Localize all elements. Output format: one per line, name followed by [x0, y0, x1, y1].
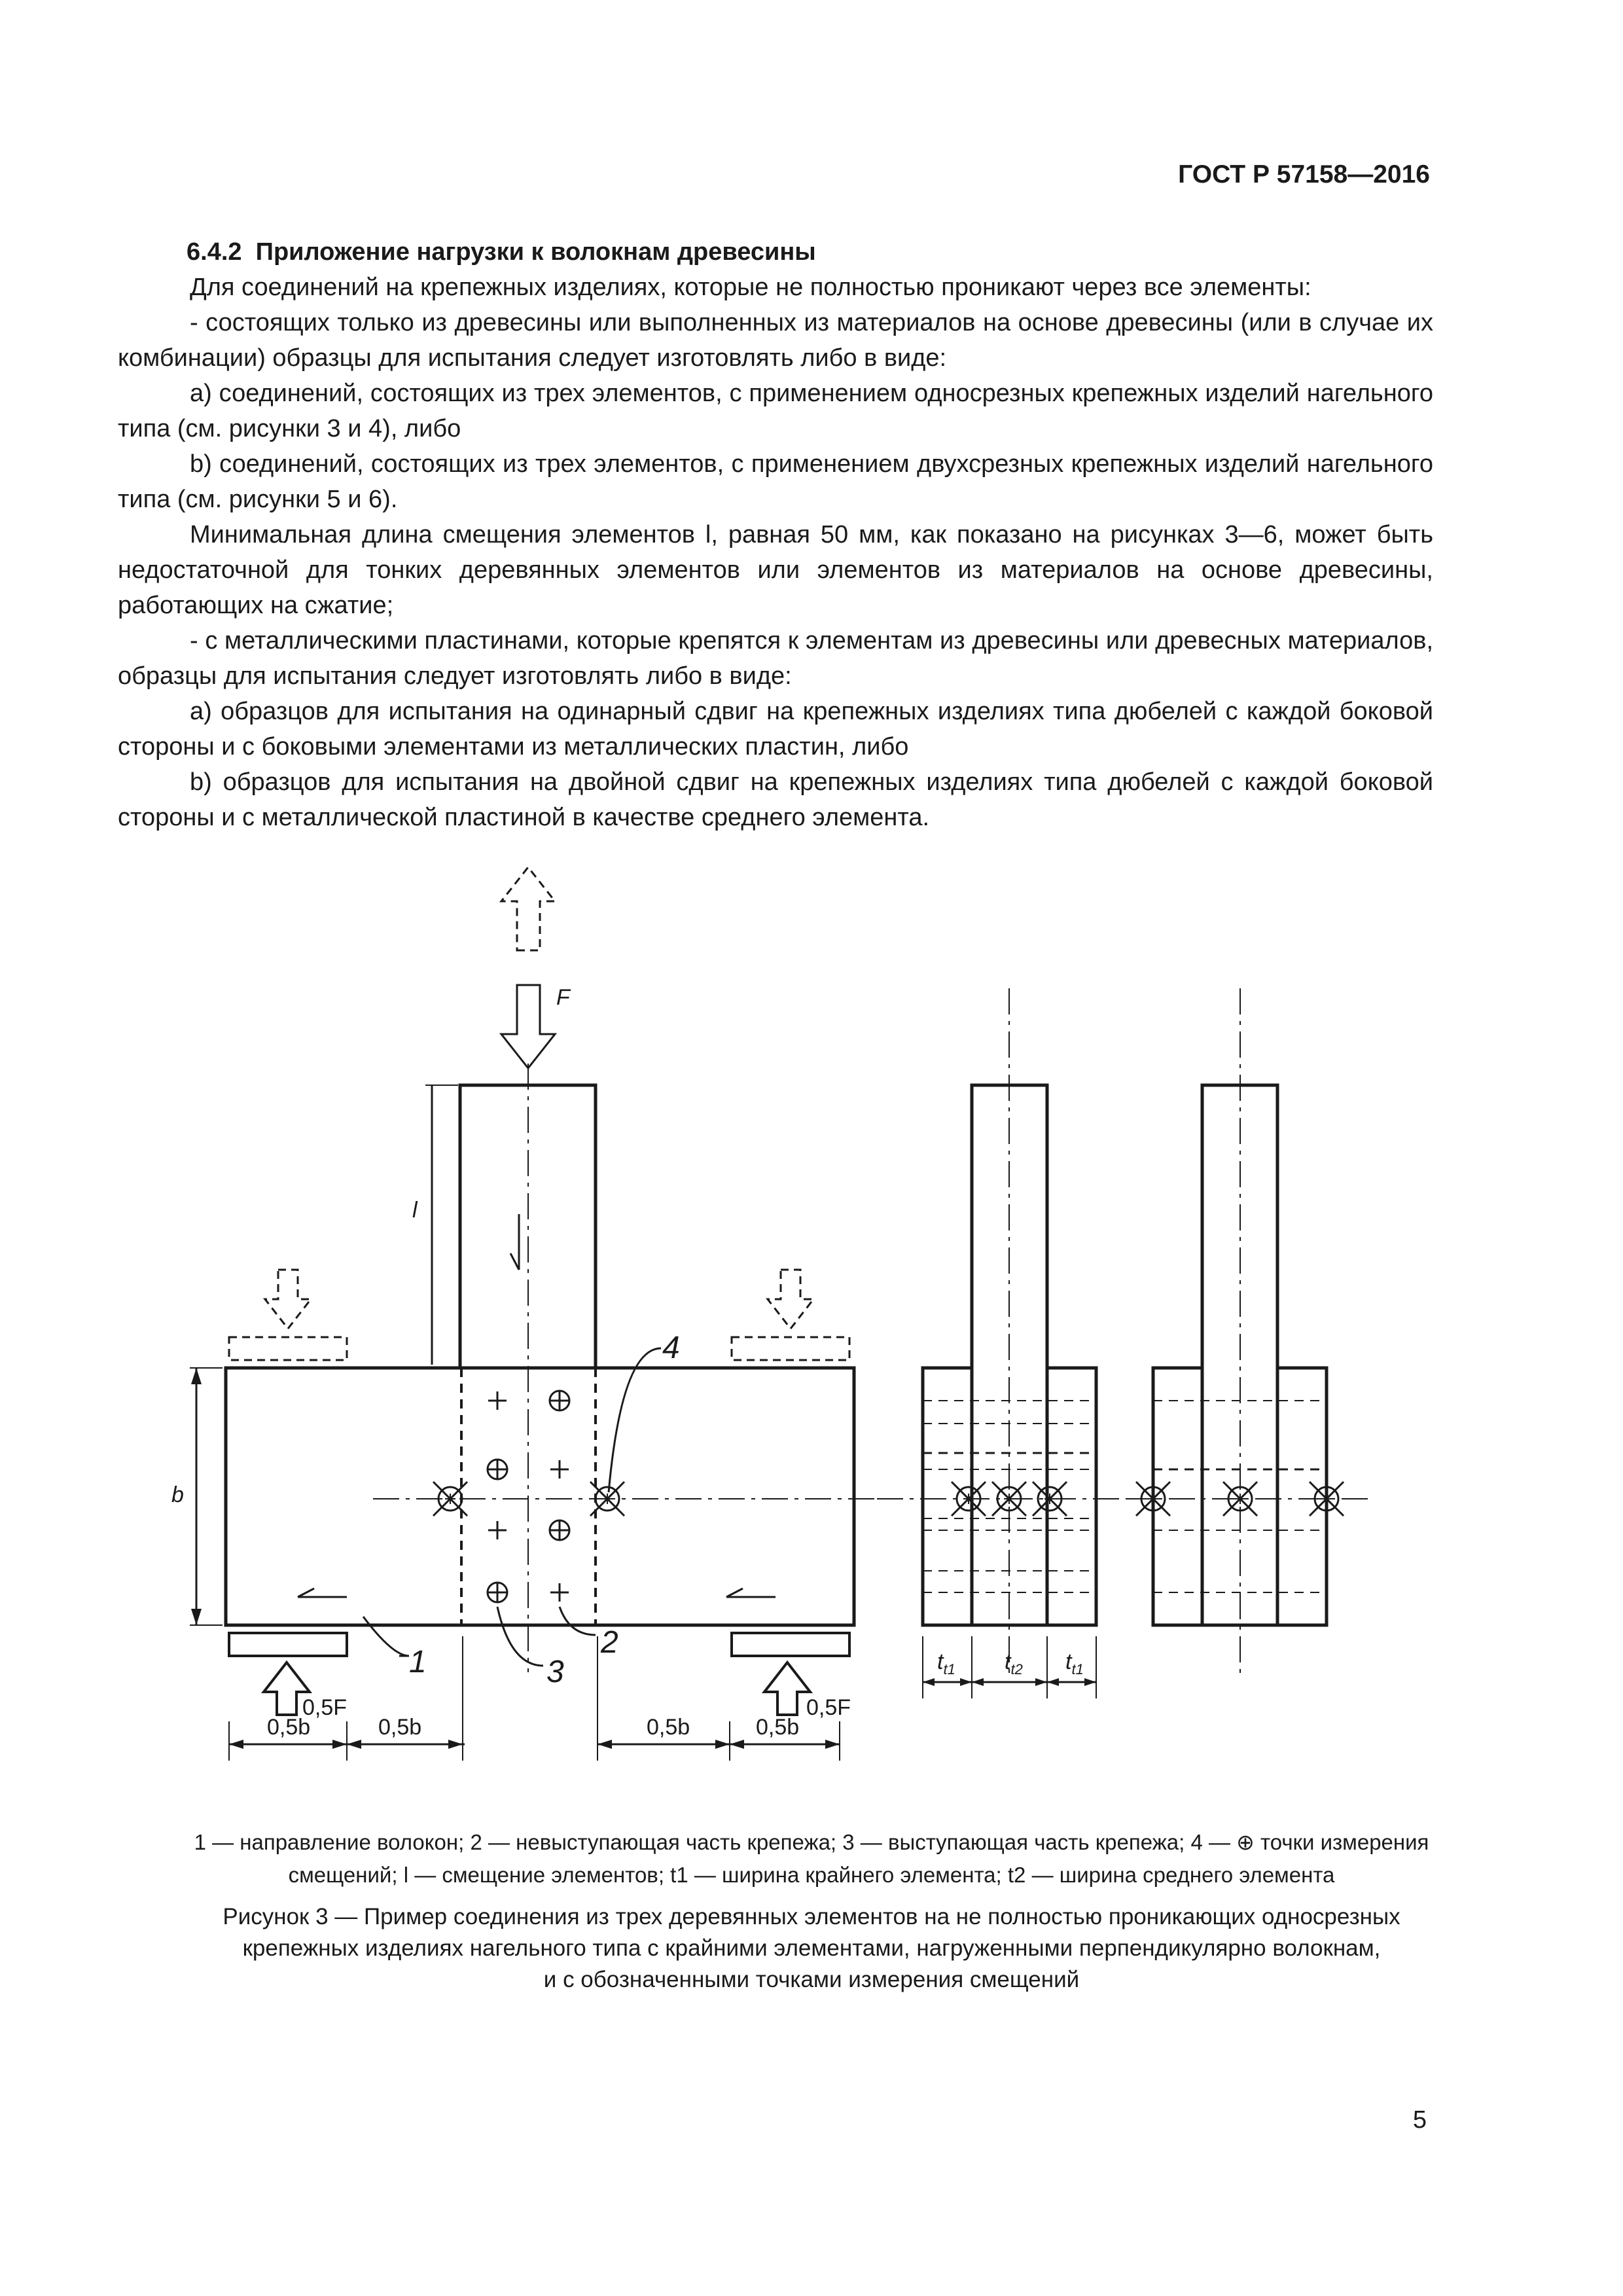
paragraph-3: а) соединений, состоящих из трех элементов, с применением односрезных крепежных изделий нагельного типа (см. рисунки 3 и 4), либо — [118, 380, 1433, 442]
side-view-2-point-b — [1223, 1482, 1257, 1516]
main-elevation — [171, 867, 893, 1761]
paragraph-7: а) образцов для испытания на одинарный сдвиг на крепежных изделиях типа дюбелей с каждой боковой стороны и с боковыми элементами из металлических пластин, либо — [118, 698, 1433, 761]
document-header: ГОСТ Р 57158—2016 — [1178, 160, 1430, 188]
dim-05b-2: 0,5b — [378, 1715, 422, 1740]
leader-1 — [363, 1617, 409, 1656]
reaction-arrow-right — [764, 1662, 810, 1715]
side-view-1-point-a — [952, 1482, 986, 1516]
load-arrow-top — [501, 985, 555, 1068]
paragraph-4: b) соединений, состоящих из трех элементов, с применением двухсрезных крепежных изделий нагельного типа (см. рисунки 5 и 6). — [118, 450, 1433, 513]
measurement-point-left — [433, 1482, 467, 1516]
section-number: 6.4.2 — [187, 238, 242, 266]
side-view-2 — [1126, 988, 1368, 1676]
item-label-3: 3 — [546, 1655, 564, 1689]
item-label-1: 1 — [409, 1645, 427, 1679]
figure-legend — [131, 1826, 1492, 1892]
grain-arrow-left — [298, 1588, 347, 1597]
grain-arrow-middle — [510, 1214, 519, 1270]
alt-load-arrow-left — [265, 1270, 311, 1329]
paragraph-8: b) образцов для испытания на двойной сдвиг на крепежных изделиях типа дюбелей с каждой боковой стороны и с металлической пластиной в качестве среднего элемента. — [118, 768, 1433, 831]
caption-line-3: и с обозначенными точками измерения смещений — [543, 1967, 1080, 1992]
t1-left-label: $t_{t1}$ — [937, 1649, 955, 1677]
side-view-1-point-b — [992, 1482, 1026, 1516]
half-force-right-label: 0,5F — [806, 1695, 851, 1720]
side-view-1-point-c — [1033, 1482, 1067, 1516]
fastener-protruding-1 — [550, 1391, 569, 1410]
support-plate-left — [229, 1633, 347, 1656]
grain-arrow-right — [726, 1588, 776, 1597]
measurement-point-right — [590, 1482, 624, 1516]
paragraph-2: - состоящих только из древесины или выполненных из материалов на основе древесины (или в случае их комбинации) образцы для испытания следует изготовлять либо в виде: — [118, 309, 1433, 372]
half-force-left-label: 0,5F — [302, 1695, 348, 1720]
legend-line-2: смещений; l — смещение элементов; t1 — ширина крайнего элемента; t2 — ширина среднего элемента — [288, 1863, 1335, 1887]
dim-05b-3: 0,5b — [647, 1715, 690, 1740]
fastener-nonprotruding-3 — [488, 1521, 507, 1539]
side-view-2-point-a — [1136, 1482, 1170, 1516]
fastener-protruding-4 — [488, 1583, 507, 1602]
leader-4 — [609, 1348, 661, 1492]
page-number: 5 — [1412, 2106, 1427, 2134]
fastener-nonprotruding-4 — [550, 1583, 569, 1602]
leader-3 — [497, 1607, 543, 1666]
load-arrow-top-reverse — [501, 867, 555, 950]
fastener-nonprotruding-1 — [488, 1391, 507, 1410]
support-plate-right — [732, 1633, 849, 1656]
paragraph-1: Для соединений на крепежных изделиях, которые не полностью проникают через все элементы: — [190, 274, 1311, 301]
caption-line-2: крепежных изделиях нагельного типа с крайними элементами, нагруженными перпендикулярно волокнам, — [242, 1935, 1381, 1961]
legend-line-1: 1 — направление волокон; 2 — невыступающая часть крепежа; 3 — выступающая часть крепежа; 4 — ⊕ точки измерения — [194, 1830, 1429, 1854]
leader-2 — [560, 1607, 596, 1635]
alt-load-plate-right — [732, 1337, 849, 1360]
fastener-protruding-2 — [488, 1460, 507, 1479]
caption-line-1: Рисунок 3 — Пример соединения из трех деревянных элементов на не полностью проникающих односрезных — [223, 1904, 1400, 1929]
item-label-2: 2 — [601, 1625, 618, 1660]
item-label-4: 4 — [662, 1331, 680, 1365]
side-view-2-point-c — [1310, 1482, 1344, 1516]
height-label: b — [171, 1482, 184, 1507]
dim-05b-4: 0,5b — [756, 1715, 800, 1740]
alt-load-plate-left — [229, 1337, 347, 1360]
paragraph-6: - с металлическими пластинами, которые крепятся к элементам из древесины или древесных материалов, образцы для испытания следует изготовлять либо в виде: — [118, 627, 1433, 690]
figure-caption — [118, 1901, 1505, 1996]
t1-right-label: $t_{t1}$ — [1065, 1649, 1084, 1677]
section-title: Приложение нагрузки к волокнам древесины — [255, 238, 816, 266]
force-label: F — [556, 985, 570, 1010]
side-member-body — [226, 1368, 854, 1625]
fastener-protruding-3 — [550, 1520, 569, 1540]
t2-label: $t_{t2}$ — [1005, 1649, 1023, 1677]
side-view-1 — [877, 988, 1119, 1698]
fastener-nonprotruding-2 — [550, 1460, 569, 1479]
dim-05b-1: 0,5b — [267, 1715, 311, 1740]
length-label: l — [412, 1198, 418, 1223]
paragraph-5: Минимальная длина смещения элементов l, равная 50 мм, как показано на рисунках 3—6, может быть недостаточной для тонких деревянных элементов или элементов из материалов на основе древесины, работающих на сжатие; — [118, 521, 1433, 619]
alt-load-arrow-right — [768, 1270, 813, 1329]
